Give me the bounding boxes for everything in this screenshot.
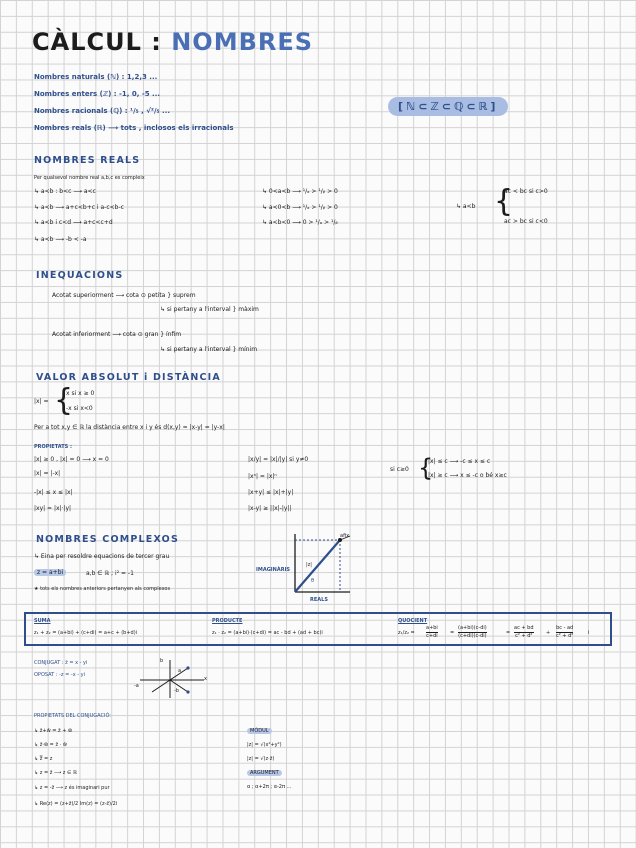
title-main: CÀLCUL [32,28,142,56]
abs-props3-brace: { [418,454,434,482]
abs-props3-0: |x| ≤ c ⟶ -c ≤ x ≤ c [428,458,491,465]
abs-props2-0: |x/y| = |x|/|y| si y≠0 [248,456,309,463]
quot-f1 [426,625,438,640]
abs-brace: { [54,383,74,418]
conj-prop-1: ↳ z̄·w̄ = z̄ · w̄ [34,742,67,748]
quot-f3-num: ac + bd [514,625,534,631]
argand-imag-label: IMAGINÀRIS [256,567,291,573]
modul-formula-1: |z| = √(x²+y²) [247,742,282,748]
complex-l3: ★ tots els nombres anteriors pertanyen als complexos [34,586,171,592]
conjugate-diagram [130,656,214,700]
set-enters: Nombres enters (ℤ) : -1, 0, -5 ... [34,90,161,98]
inclusion-badge: [ℕ⊂ℤ⊂ℚ⊂ℝ] [388,97,508,116]
reals-col2-2: ↳ a<b<0 ⟶ 0 > ¹/ₐ > ¹/ᵦ [262,219,338,226]
conj-label-b: b [160,658,164,664]
ineq-inf-sub: ↳ si pertany a l'interval } mínim [160,346,258,353]
ineq-inf: Acotat inferiorment ⟶ cota ⊙ gran } ínfim [52,331,182,338]
quot-label: QUOCIENT [398,618,428,624]
suma-formula: z₁ + z₂ = (a+bi) + (c+di) = a+c + (b+d)i [34,630,138,636]
ineq-heading: INEQUACIONS [36,270,124,281]
reals-col3-brace: { [494,184,514,219]
quot-f2-den: (c+di)(c-di) [458,633,487,639]
conj-prop-5: ↳ Re(z) = (z+z̄)/2 Im(z) = (z-z̄)/2i [34,801,118,807]
conj-prop-0: ↳ z̄+w̄ = z̄ + w̄ [34,728,73,734]
conj-label-a: a [178,668,182,674]
reals-col2-1: ↳ a<0<b ⟶ ¹/ₐ > ¹/ᵦ > 0 [262,204,338,211]
quot-f3-den: c² + d² [515,633,533,639]
reals-col1-0: ↳ a<b : b<c ⟶ a<c [34,188,96,195]
quot-eq2: = [506,630,511,636]
quot-f1-den: c+di [426,633,438,639]
quot-f2-num: (a+bi)(c-di) [458,625,487,631]
reals-col3-lead: ↳ a<b [456,203,476,210]
abs-props1-1: |x| = |-x| [34,470,61,477]
reals-col1-2: ↳ a<b i c<d ⟶ a+c<c+d [34,219,113,226]
abs-props1-3: |xy| = |x|·|y| [34,505,72,512]
quot-plus: + [546,630,551,636]
argand-real-label: REALS [310,597,328,603]
abs-heading: VALOR ABSOLUT i DISTÀNCIA [36,372,221,383]
argument-label: ARGUMENT [247,770,282,776]
reals-col3-1: ac > bc si c<0 [504,218,548,225]
title-colon: : [151,28,162,56]
quot-f4 [556,625,573,640]
abs-case1: x si x ≥ 0 [66,390,95,397]
abs-props1-0: |x| ≥ 0 , |x| = 0 ⟶ x = 0 [34,456,109,463]
quot-eq1: = [450,630,455,636]
set-racionals: Nombres racionals (ℚ) : ¹/₅ , √²/₅ ... [34,107,171,115]
argand-afix: afix [340,533,350,539]
page-title [32,28,313,56]
conj-label-ma: -a [134,683,139,689]
oposat-def: OPOSAT : -z = -x - yi [34,672,85,678]
quot-f4-num: bc - ad [556,625,574,631]
abs-props1-2: -|x| ≤ x ≤ |x| [34,489,73,496]
reals-heading: NOMBRES REALS [34,155,141,166]
conjugat-def: CONJUGAT : z̄ = x - yi [34,660,88,666]
conj-props-heading: PROPIETATS DEL CONJUGACIÓ: [34,713,111,719]
quot-f2 [458,625,487,640]
argument-formula: α ; α+2π ; α-2π ... [247,784,292,790]
ineq-sup-sub: ↳ si pertany a l'interval } màxim [160,306,259,313]
reals-intro: Per qualsevol nombre real a,b,c es compleix [34,175,145,181]
set-naturals: Nombres naturals (ℕ) : 1,2,3 ... [34,73,158,81]
conj-prop-3: ↳ z = z̄ ⟶ z ∈ ℝ [34,770,77,776]
complex-l1: ↳ Eina per resoldre equacions de tercer grau [34,553,170,560]
reals-col1-3: ↳ a<b ⟶ -b < -a [34,236,87,243]
ineq-sup: Acotat superiorment ⟶ cota ⊙ petita } suprem [52,292,196,299]
reals-col2-0: ↳ 0<a<b ⟶ ¹/ₐ > ¹/ᵦ > 0 [262,188,338,195]
conj-label-x: x [204,676,207,682]
abs-props2-1: |xⁿ| = |x|ⁿ [248,473,277,480]
conj-prop-2: ↳ z̿ = z [34,756,53,762]
abs-dist: Per a tot x,y ∈ ℝ la distància entre x i y és d(x,y) = |x-y| = |y-x| [34,424,225,431]
prod-formula: z₁ · z₂ = (a+bi)·(c+di) = ac - bd + (ad + bc)i [212,630,323,636]
quot-f4-den: c² + d² [556,633,574,639]
reals-col3-0: ac < bc si c>0 [504,188,548,195]
conj-prop-4: ↳ z = -z̄ ⟶ z és imaginari pur [34,785,110,791]
abs-props2-2: |x+y| ≤ |x|+|y| [248,489,294,496]
abs-props3-1: |x| ≥ c ⟶ x ≤ -c o bé x≥c [428,472,507,479]
complex-heading: NOMBRES COMPLEXOS [36,534,179,545]
quot-tail: i [588,630,590,636]
reals-col1-1: ↳ a<b ⟶ a+c<b+c i a-c<b-c [34,204,124,211]
abs-props2-3: |x-y| ≥ ||x|-|y|| [248,505,292,512]
argand-mod: |z| [306,562,312,568]
abs-case2: -x si x<0 [66,405,93,412]
argand-theta: θ [311,578,315,584]
complex-form: z = a+bi [34,569,66,576]
prod-label: PRODUCTE [212,618,243,624]
set-reals: Nombres reals (ℝ) ⟶ tots , inclosos els irracionals [34,124,234,132]
quot-lhs: z₁/z₂ = [398,630,415,636]
abs-props3-lead: si c≥0 [390,466,409,473]
suma-label: SUMA [34,618,51,624]
quot-f1-num: a+bi [426,625,438,631]
modul-formula-2: |z| = √(z·z̄) [247,756,275,762]
modul-label: MÒDUL [247,728,272,734]
abs-lhs: |x| = [34,398,49,405]
abs-props-heading: PROPIETATS : [34,444,72,450]
conj-label-mb: -b [174,688,179,694]
title-sub: NOMBRES [171,28,314,56]
complex-l2: a,b ∈ ℝ ; i² = -1 [86,570,134,577]
quot-f3 [514,625,534,640]
